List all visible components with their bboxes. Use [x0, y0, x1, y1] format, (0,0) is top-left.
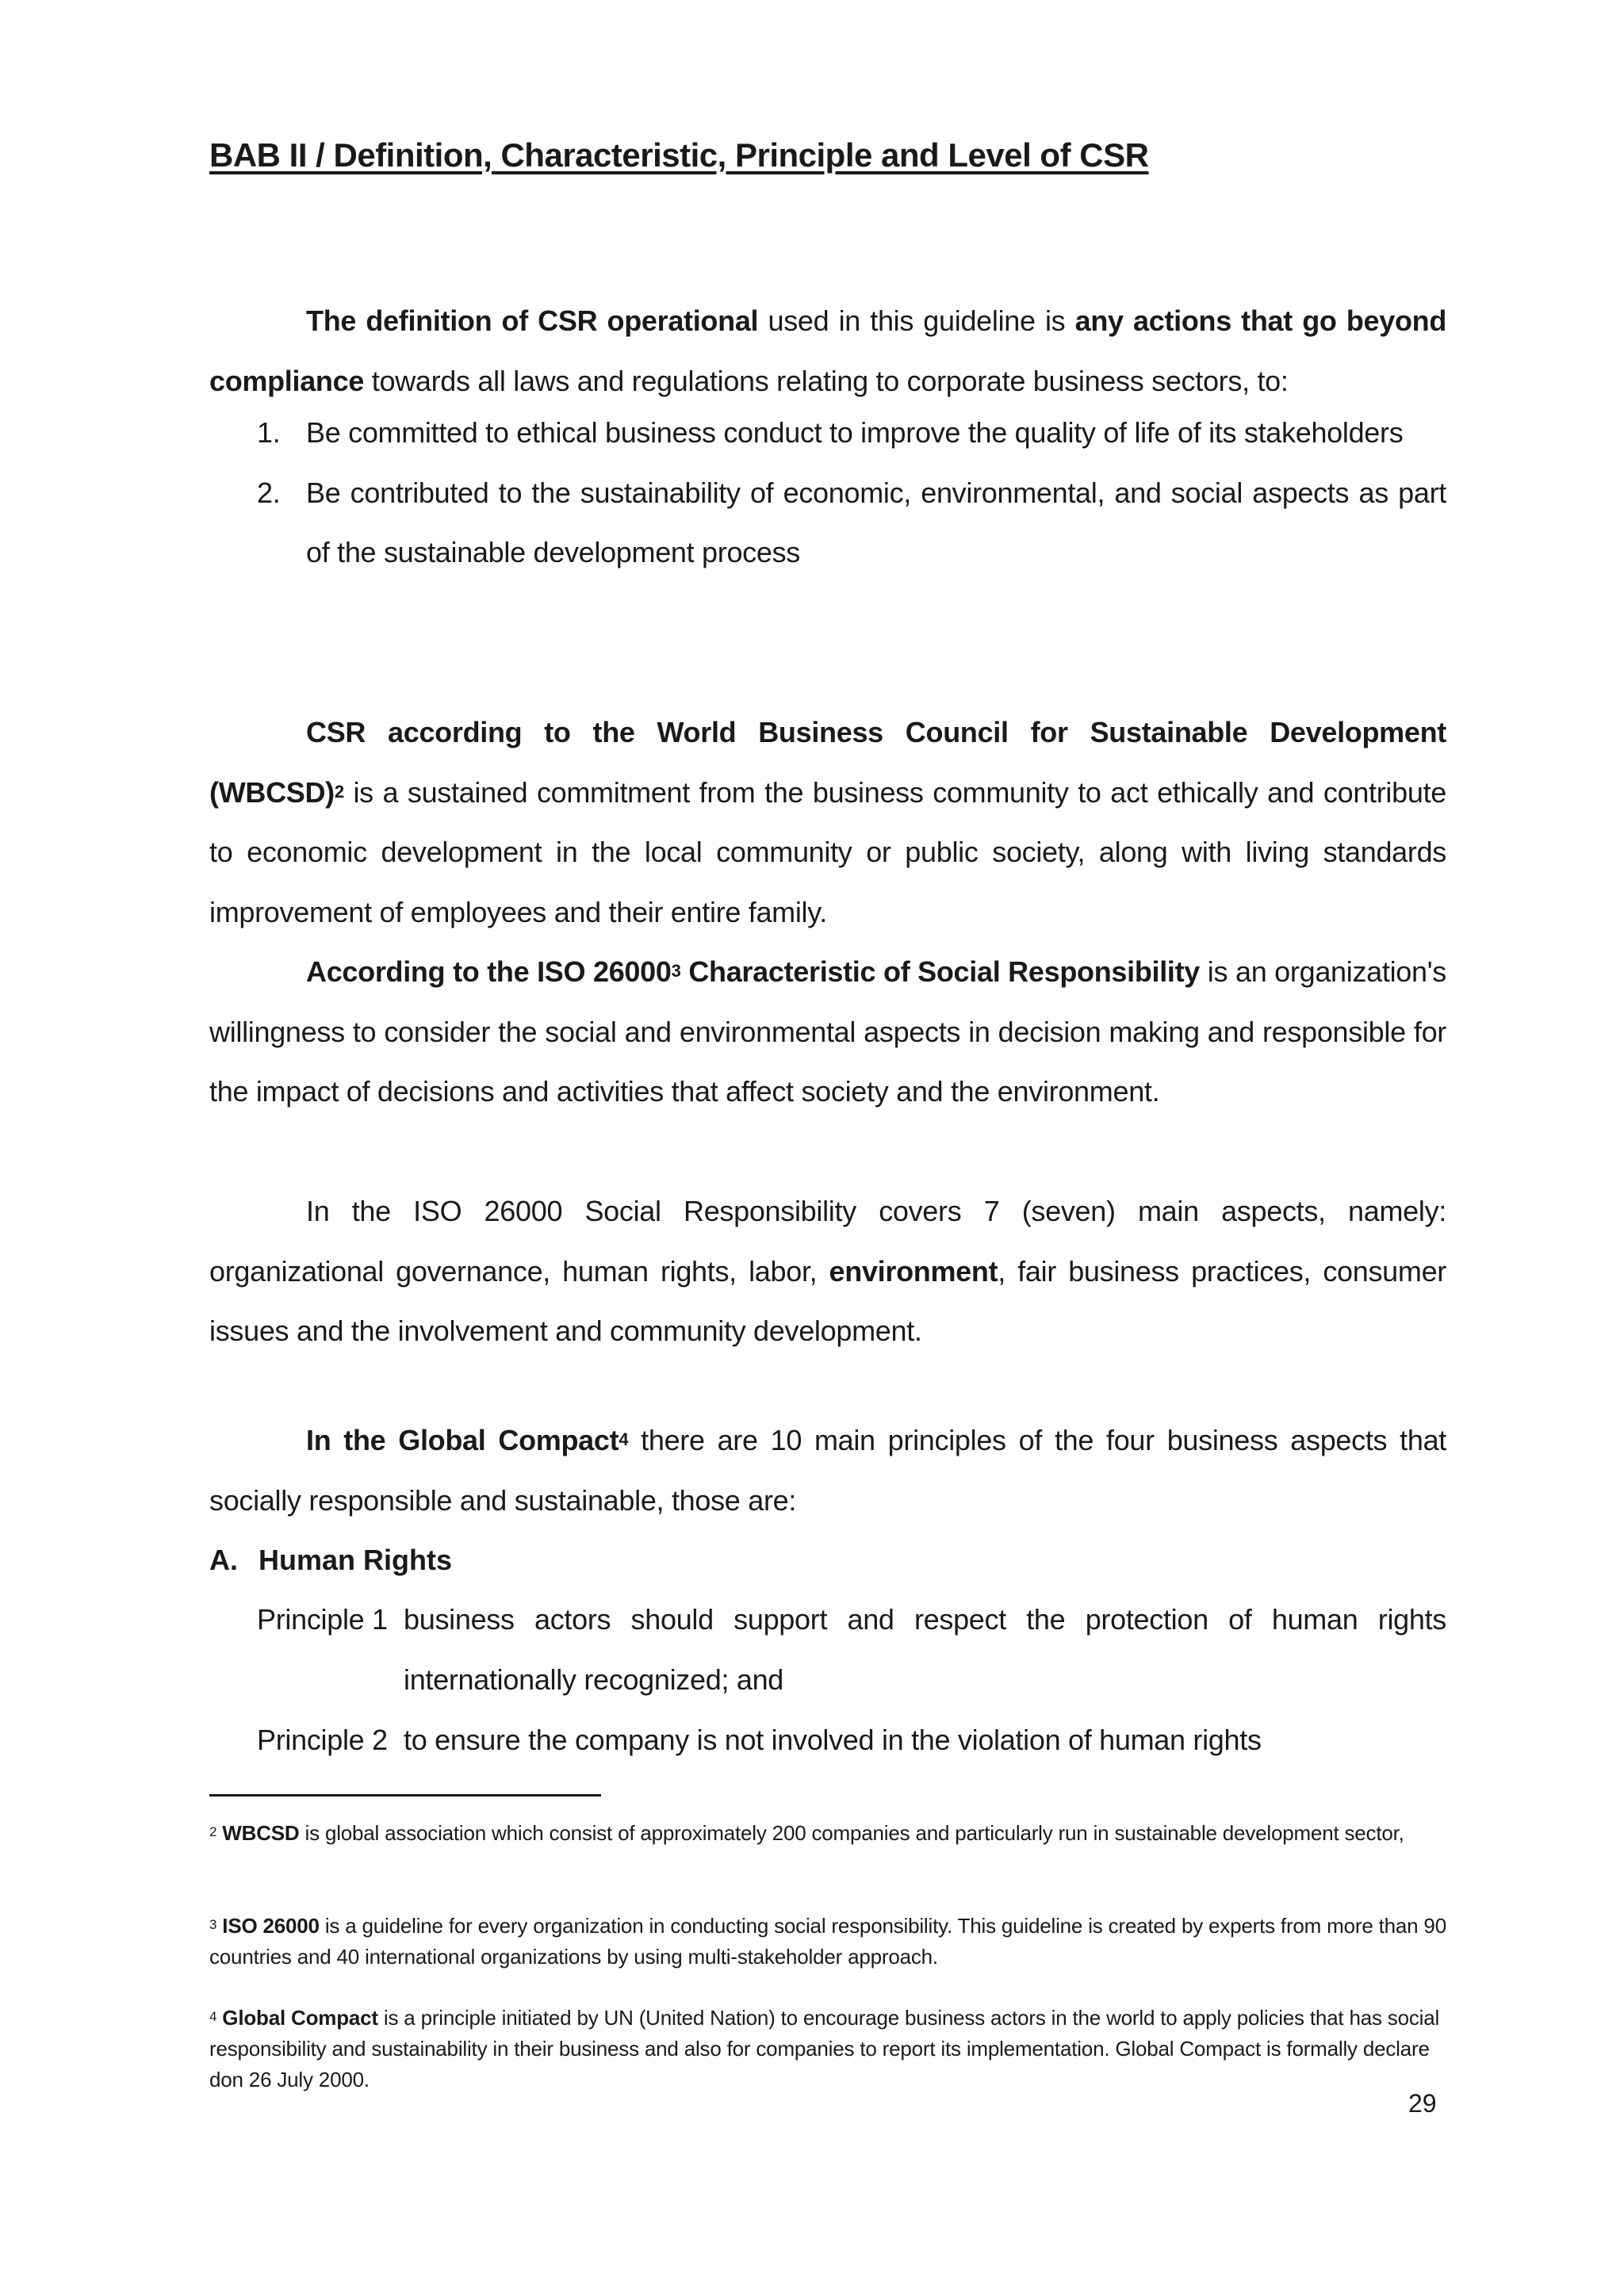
- list-item-number: 2.: [257, 476, 281, 509]
- list-item: [209, 463, 1446, 583]
- footnote-term: ISO 26000: [222, 1914, 320, 1938]
- footnote-ref-2: 2: [334, 781, 344, 802]
- definition-text-2: towards all laws and regulations relating to corporate business sectors, to:: [364, 364, 1289, 397]
- list-item-text: Be contributed to the sustainability of economic, environmental, and social aspects as part of the sustainable development process: [306, 476, 1446, 569]
- definition-paragraph: [209, 291, 1446, 411]
- iso-paragraph: [209, 942, 1446, 1122]
- iso-aspects-text-1: In the ISO 26000 Social Responsibility covers 7 (seven) main aspects, namely: organizational governance, human rights, labor,: [209, 1195, 1446, 1288]
- section-heading-text: Human Rights: [259, 1544, 453, 1576]
- footnote-number: 4: [209, 2009, 217, 2024]
- footnote-term: Global Compact: [222, 2006, 378, 2030]
- page-number: 29: [1408, 2089, 1437, 2118]
- section-heading-human-rights: [209, 1530, 452, 1590]
- list-item-number: 1.: [257, 416, 281, 449]
- footnote-separator: [209, 1794, 601, 1797]
- principle-1: [257, 1590, 1446, 1709]
- page-title: BAB II / Definition, Characteristic, Principle and Level of CSR: [209, 136, 1149, 174]
- principle-label: Principle 2: [257, 1724, 388, 1756]
- footnote-number: 2: [209, 1824, 217, 1839]
- global-compact-text: there are 10 main principles of the four business aspects that socially responsible and sustainable, those are:: [209, 1424, 1446, 1517]
- principle-2: [257, 1710, 1446, 1770]
- footnote-number: 3: [209, 1917, 217, 1932]
- definition-bold-2: any actions that go beyond compliance: [209, 304, 1447, 397]
- list-item: [209, 403, 1446, 463]
- footnote-4: [209, 2003, 1446, 2095]
- footnote-text: is a principle initiated by UN (United Nation) to encourage business actors in the world to apply policies that has social responsibility and sustainability in their business and also for companies to report its implementation. Global Compact is formally declare don 26 July 2000.: [209, 2006, 1440, 2091]
- definition-list: [209, 403, 1446, 583]
- list-item-text: Be committed to ethical business conduct to improve the quality of life of its stakeholders: [306, 416, 1404, 449]
- iso-aspects-text-2: , fair business practices, consumer issues and the involvement and community development.: [209, 1254, 1446, 1348]
- principle-label: Principle 1: [257, 1603, 388, 1636]
- footnote-term: WBCSD: [222, 1821, 300, 1845]
- wbcsd-text: is a sustained commitment from the business community to act ethically and contribute to economic development in the local community or public society, along with living standards improvement of employees and their entire family.: [209, 775, 1446, 928]
- global-compact-bold: In the Global Compact: [306, 1424, 619, 1456]
- iso-text: is an organization's willingness to consider the social and environmental aspects in decision making and responsible for the impact of decisions and activities that affect society and the environment.: [209, 955, 1446, 1108]
- footnote-text: is a guideline for every organization in conducting social responsibility. This guideline is created by experts from more than 90 countries and 40 international organizations by using multi-stakeholder approach.: [209, 1914, 1446, 1969]
- iso-aspects-bold: environment: [829, 1254, 998, 1288]
- principle-text: business actors should support and respect the protection of human rights internationally recognized; and: [404, 1603, 1446, 1696]
- definition-text-1: used in this guideline is: [758, 304, 1075, 337]
- definition-bold-lead: The definition of CSR operational: [306, 304, 759, 337]
- footnote-ref-3: 3: [671, 961, 681, 981]
- wbcsd-paragraph: [209, 702, 1446, 942]
- section-letter: A.: [209, 1544, 238, 1576]
- principle-text: to ensure the company is not involved in the violation of human rights: [404, 1724, 1262, 1756]
- footnote-ref-4: 4: [619, 1429, 629, 1449]
- iso-bold-2: Characteristic of Social Responsibility: [680, 955, 1201, 988]
- iso-aspects-paragraph: [209, 1181, 1446, 1361]
- footnote-text: is global association which consist of approximately 200 companies and particularly run in sustainable development sector,: [299, 1821, 1404, 1845]
- footnote-2: [209, 1818, 1446, 1849]
- global-compact-paragraph: [209, 1410, 1446, 1530]
- wbcsd-bold: CSR according to the World Business Council for Sustainable Development (WBCSD): [209, 716, 1446, 809]
- iso-bold-1: According to the ISO 26000: [306, 955, 672, 988]
- footnote-3: [209, 1911, 1446, 1973]
